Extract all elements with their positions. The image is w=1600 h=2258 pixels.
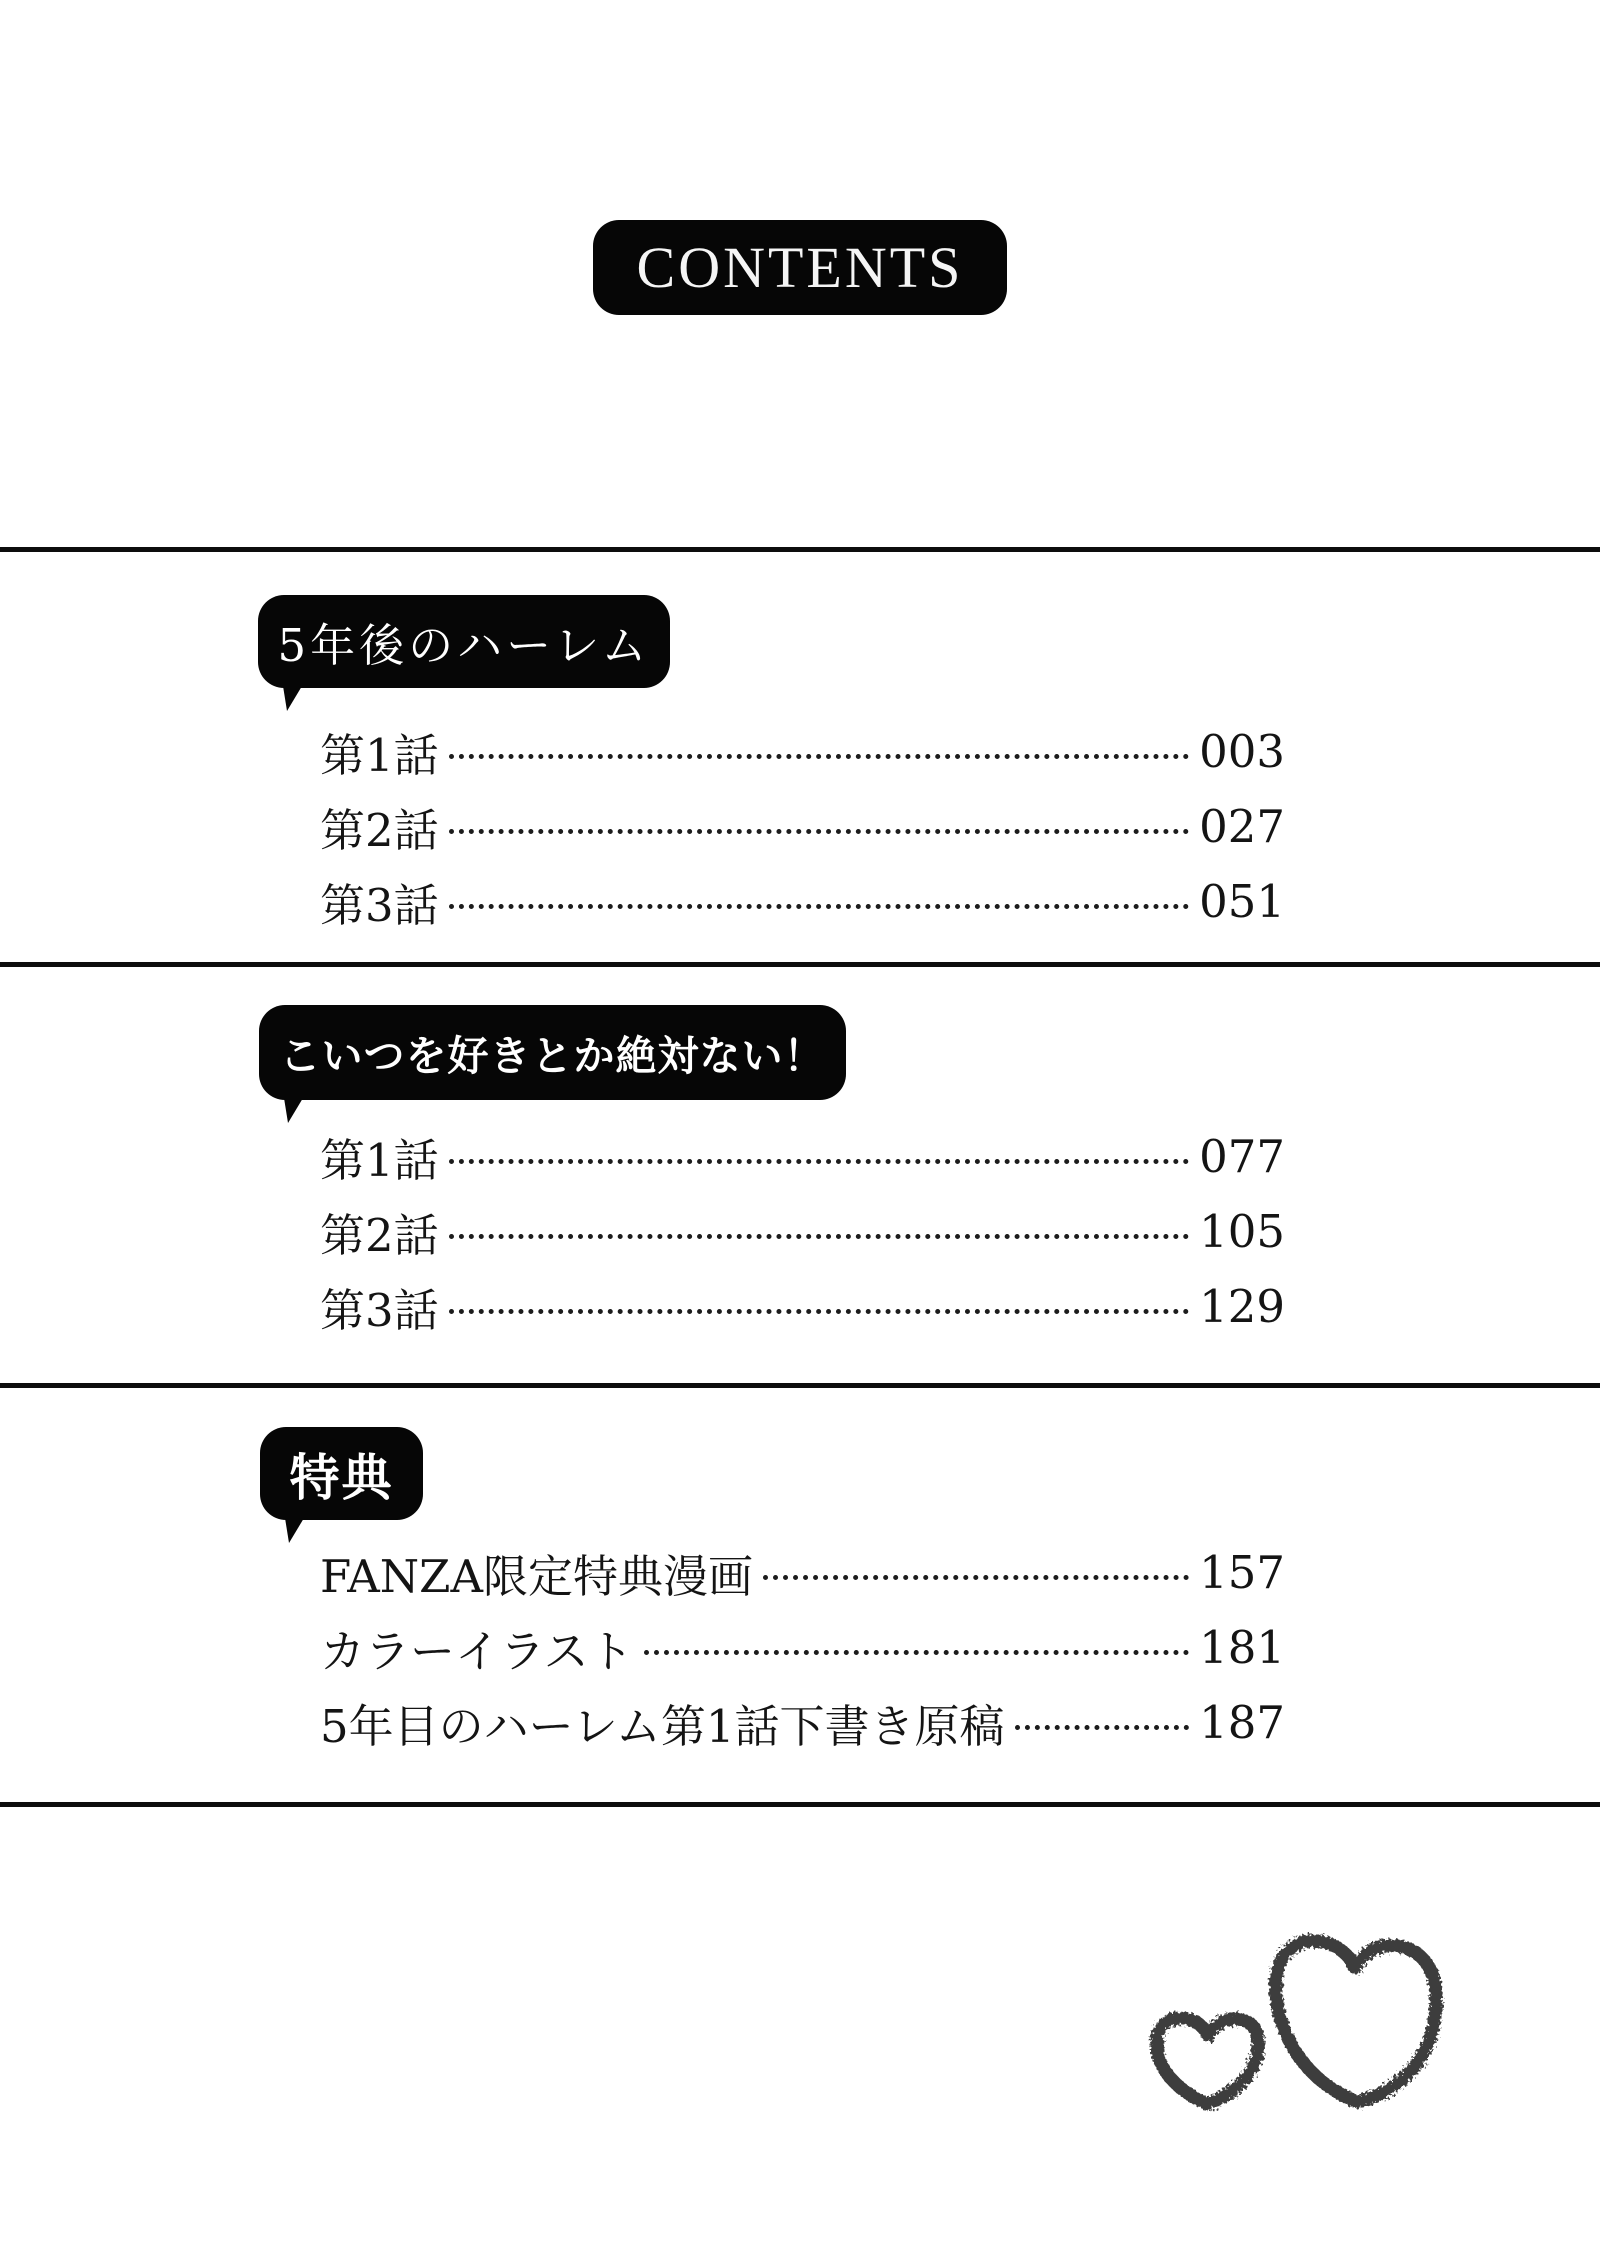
entry-page-number: 077 [1199, 1129, 1285, 1183]
toc-row [320, 1545, 1285, 1603]
toc-row [320, 1204, 1285, 1262]
toc-row [320, 1620, 1285, 1678]
entry-label: FANZA限定特典漫画 [320, 1549, 753, 1603]
entry-page-number: 129 [1199, 1279, 1285, 1333]
divider-rule [0, 962, 1600, 967]
bubble-tail [285, 1518, 304, 1543]
dot-leader [449, 800, 1189, 852]
entry-label: 第2話 [320, 803, 439, 857]
divider-rule [0, 1802, 1600, 1807]
toc-row [320, 1279, 1285, 1337]
toc-row [320, 874, 1285, 932]
section-3-heading: 特典 [289, 1448, 394, 1507]
divider-rule [0, 1383, 1600, 1388]
entry-page-number: 105 [1199, 1204, 1285, 1258]
entry-page-number: 027 [1199, 799, 1285, 853]
section-heading-bubble-2 [259, 1005, 846, 1100]
section-heading-bubble-1 [258, 595, 670, 688]
toc-row [320, 799, 1285, 857]
toc-row [320, 1129, 1285, 1187]
entry-label: 第1話 [320, 728, 439, 782]
entry-label: 第3話 [320, 878, 439, 932]
heart-icon-small [1157, 2018, 1259, 2104]
toc-row [320, 1695, 1285, 1753]
entry-label: 第1話 [320, 1133, 439, 1187]
dot-leader [1015, 1696, 1190, 1748]
dot-leader [763, 1546, 1189, 1598]
dot-leader [449, 1205, 1189, 1257]
dot-leader [449, 875, 1189, 927]
entry-label: 第3話 [320, 1283, 439, 1337]
dot-leader [449, 1280, 1189, 1332]
dot-leader [449, 1130, 1189, 1182]
section-2-heading: こいつを好きとか絶対ない！ [279, 1032, 826, 1080]
section-1-heading: 5年後のハーレム [277, 619, 651, 672]
bubble-tail [284, 1098, 303, 1123]
entry-label: 第2話 [320, 1208, 439, 1262]
heart-icon-large [1276, 1941, 1436, 2102]
bubble-tail [283, 686, 302, 711]
entry-page-number: 181 [1199, 1620, 1285, 1674]
entry-label: 5年目のハーレム第1話下書き原稿 [320, 1699, 1005, 1753]
dot-leader [449, 725, 1189, 777]
divider-rule [0, 547, 1600, 552]
entry-label: カラーイラスト [320, 1624, 634, 1678]
hearts-decoration [1128, 1918, 1458, 2128]
entry-page-number: 051 [1199, 874, 1285, 928]
section-heading-bubble-3 [260, 1427, 423, 1520]
dot-leader [644, 1621, 1189, 1673]
toc-row [320, 724, 1285, 782]
entry-page-number: 003 [1199, 724, 1285, 778]
entry-page-number: 187 [1199, 1695, 1285, 1749]
entry-page-number: 157 [1199, 1545, 1285, 1599]
contents-title-badge [593, 220, 1007, 315]
page-title: CONTENTS [636, 235, 964, 300]
